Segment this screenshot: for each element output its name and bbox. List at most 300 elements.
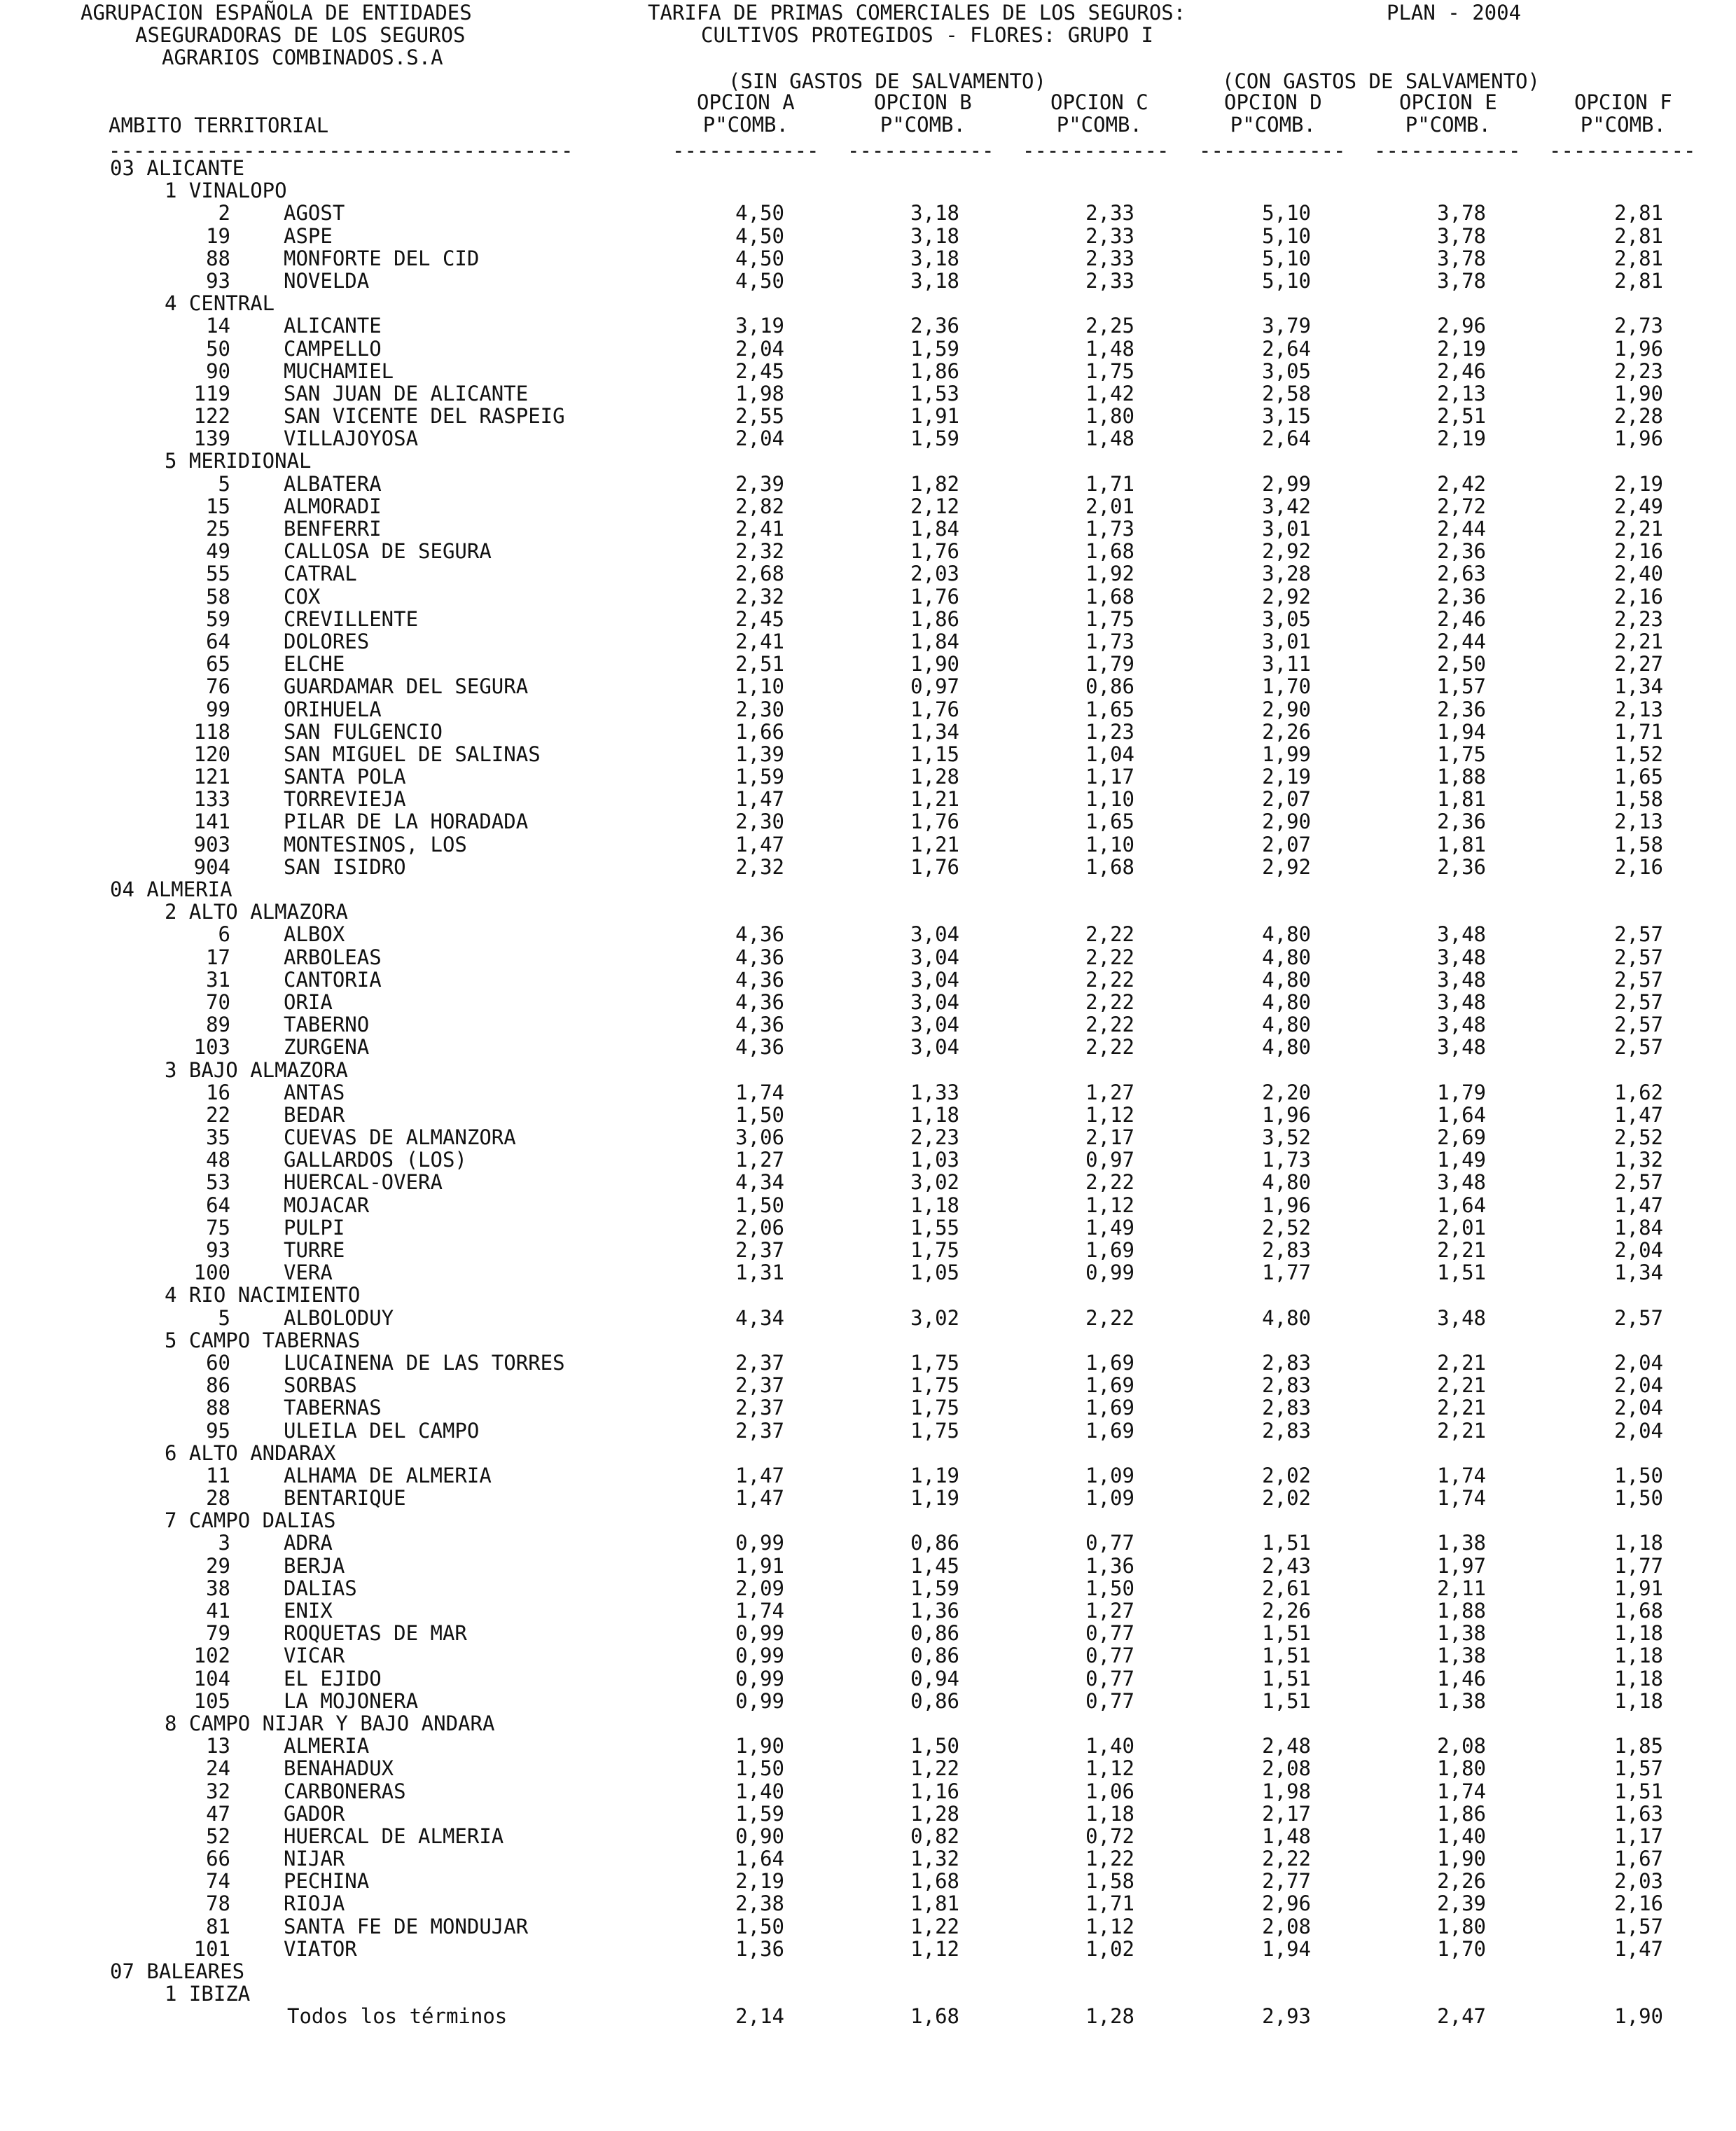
municipality-code: 101 xyxy=(193,1936,230,1961)
municipality-code: 103 xyxy=(193,1035,230,1060)
municipality-name: MONFORTE DEL CID xyxy=(284,246,480,270)
premium-value: 4,50 xyxy=(735,201,784,225)
premium-value: 0,99 xyxy=(735,1644,784,1668)
table-row xyxy=(0,1847,1736,1870)
premium-value: 3,52 xyxy=(1262,1125,1311,1150)
premium-value: 1,74 xyxy=(1437,1779,1486,1803)
comarca-label: 4 CENTRAL xyxy=(165,291,275,316)
premium-value: 1,47 xyxy=(1614,1102,1663,1127)
premium-value: 2,61 xyxy=(1262,1576,1311,1600)
municipality-name: MUCHAMIEL xyxy=(284,359,394,383)
premium-value: 1,10 xyxy=(735,674,784,699)
premium-value: 2,07 xyxy=(1262,787,1311,812)
table-row xyxy=(0,495,1736,518)
premium-value: 2,33 xyxy=(1085,246,1134,270)
premium-value: 2,22 xyxy=(1085,1170,1134,1195)
municipality-name: CAMPELLO xyxy=(284,336,382,361)
premium-value: 2,17 xyxy=(1085,1125,1134,1150)
premium-value: 1,05 xyxy=(910,1261,959,1285)
premium-value: 1,75 xyxy=(910,1373,959,1398)
premium-value: 1,70 xyxy=(1437,1936,1486,1961)
premium-value: 3,05 xyxy=(1262,606,1311,631)
premium-value: 3,04 xyxy=(910,945,959,969)
premium-value: 1,10 xyxy=(1085,787,1134,812)
table-row xyxy=(0,608,1736,630)
municipality-name: GALLARDOS (LOS) xyxy=(284,1148,467,1172)
premium-value: 4,80 xyxy=(1262,990,1311,1014)
premium-value: 1,55 xyxy=(910,1215,959,1240)
premium-value: 1,51 xyxy=(1262,1644,1311,1668)
premium-value: 1,17 xyxy=(1085,765,1134,789)
premium-value: 1,40 xyxy=(1085,1734,1134,1758)
municipality-code: 50 xyxy=(206,336,230,361)
premium-value: 4,80 xyxy=(1262,922,1311,947)
municipality-code: 95 xyxy=(206,1418,230,1443)
table-row xyxy=(0,923,1736,945)
premium-value: 2,57 xyxy=(1614,990,1663,1014)
premium-value: 2,04 xyxy=(735,426,784,451)
premium-value: 2,64 xyxy=(1262,336,1311,361)
municipality-name: CARBONERAS xyxy=(284,1779,406,1803)
premium-value: 1,77 xyxy=(1614,1553,1663,1578)
premium-value: 4,36 xyxy=(735,967,784,992)
municipality-name: PILAR DE LA HORADADA xyxy=(284,810,529,834)
premium-value: 1,80 xyxy=(1437,1756,1486,1781)
municipality-code: 48 xyxy=(206,1148,230,1172)
premium-value: 1,28 xyxy=(1085,2004,1134,2029)
premium-value: 2,13 xyxy=(1614,697,1663,721)
table-row xyxy=(0,1644,1736,1667)
comarca-row xyxy=(0,450,1736,472)
table-row xyxy=(0,810,1736,833)
premium-value: 1,88 xyxy=(1437,1599,1486,1623)
premium-value: 1,96 xyxy=(1614,426,1663,451)
premium-value: 4,36 xyxy=(735,1013,784,1037)
premium-value: 0,99 xyxy=(735,1688,784,1713)
premium-value: 2,44 xyxy=(1437,517,1486,541)
table-row xyxy=(0,653,1736,675)
premium-value: 2,03 xyxy=(1614,1869,1663,1894)
municipality-code: 31 xyxy=(206,967,230,992)
premium-value: 1,91 xyxy=(735,1553,784,1578)
premium-value: 1,96 xyxy=(1262,1102,1311,1127)
premium-value: 1,69 xyxy=(1085,1350,1134,1375)
divider: ------------ xyxy=(1199,139,1346,162)
premium-value: 2,83 xyxy=(1262,1373,1311,1398)
premium-value: 2,26 xyxy=(1437,1869,1486,1894)
premium-value: 1,40 xyxy=(1437,1824,1486,1848)
municipality-name: BEDAR xyxy=(284,1102,345,1127)
premium-value: 2,02 xyxy=(1262,1463,1311,1487)
premium-value: 1,77 xyxy=(1262,1261,1311,1285)
premium-value: 3,18 xyxy=(910,268,959,293)
table-row xyxy=(0,1261,1736,1284)
table-row xyxy=(0,1892,1736,1915)
premium-value: 2,58 xyxy=(1262,381,1311,405)
municipality-code: 24 xyxy=(206,1756,230,1781)
municipality-code: 104 xyxy=(193,1666,230,1691)
premium-value: 1,38 xyxy=(1437,1688,1486,1713)
premium-value: 1,51 xyxy=(1262,1688,1311,1713)
table-row xyxy=(0,382,1736,405)
premium-value: 1,74 xyxy=(735,1599,784,1623)
comarca-row xyxy=(0,1509,1736,1532)
municipality-name: CUEVAS DE ALMANZORA xyxy=(284,1125,516,1150)
premium-value: 1,18 xyxy=(1085,1801,1134,1826)
premium-value: 2,37 xyxy=(735,1373,784,1398)
premium-value: 2,83 xyxy=(1262,1396,1311,1420)
table-row xyxy=(0,1374,1736,1396)
group-con-gastos: (CON GASTOS DE SALVAMENTO) xyxy=(1222,69,1540,93)
premium-value: 4,80 xyxy=(1262,945,1311,969)
premium-value: 2,36 xyxy=(1437,854,1486,879)
table-row xyxy=(0,946,1736,969)
comarca-label: 1 VINALOPO xyxy=(165,179,287,203)
premium-value: 1,79 xyxy=(1085,652,1134,676)
premium-value: 2,08 xyxy=(1437,1734,1486,1758)
premium-value: 2,32 xyxy=(735,584,784,609)
premium-value: 2,49 xyxy=(1614,494,1663,518)
premium-value: 2,50 xyxy=(1437,652,1486,676)
premium-value: 1,68 xyxy=(1085,539,1134,564)
premium-value: 1,38 xyxy=(1437,1531,1486,1555)
premium-value: 1,12 xyxy=(1085,1102,1134,1127)
table-row xyxy=(0,991,1736,1013)
premium-value: 2,19 xyxy=(1437,426,1486,451)
table-row xyxy=(0,765,1736,788)
premium-value: 2,07 xyxy=(1262,832,1311,856)
province-label: 03 ALICANTE xyxy=(110,156,245,180)
premium-value: 0,82 xyxy=(910,1824,959,1848)
municipality-code: 93 xyxy=(206,268,230,293)
premium-value: 1,15 xyxy=(910,742,959,766)
comarca-label: 3 BAJO ALMAZORA xyxy=(165,1057,348,1082)
municipality-name: NOVELDA xyxy=(284,268,370,293)
premium-value: 2,82 xyxy=(735,494,784,518)
municipality-code: 41 xyxy=(206,1599,230,1623)
premium-value: 1,69 xyxy=(1085,1238,1134,1262)
premium-value: 2,40 xyxy=(1614,562,1663,586)
premium-value: 1,48 xyxy=(1085,336,1134,361)
municipality-name: CATRAL xyxy=(284,562,357,586)
municipality-code: 55 xyxy=(206,562,230,586)
province-row xyxy=(0,878,1736,901)
premium-value: 1,80 xyxy=(1085,404,1134,429)
premium-value: 2,28 xyxy=(1614,404,1663,429)
municipality-name: ENIX xyxy=(284,1599,333,1623)
premium-value: 3,78 xyxy=(1437,201,1486,225)
premium-value: 1,80 xyxy=(1437,1914,1486,1938)
premium-value: 1,33 xyxy=(910,1080,959,1104)
premium-value: 0,77 xyxy=(1085,1688,1134,1713)
municipality-name: ALICANTE xyxy=(284,314,382,338)
premium-value: 2,21 xyxy=(1437,1396,1486,1420)
premium-value: 1,75 xyxy=(910,1238,959,1262)
municipality-code: 52 xyxy=(206,1824,230,1848)
premium-value: 1,65 xyxy=(1614,765,1663,789)
premium-value: 4,36 xyxy=(735,990,784,1014)
table-row xyxy=(0,338,1736,360)
column-header-a: OPCION A P"COMB. xyxy=(697,90,795,137)
table-row xyxy=(0,247,1736,270)
premium-value: 1,69 xyxy=(1085,1396,1134,1420)
premium-value: 0,97 xyxy=(910,674,959,699)
premium-value: 1,12 xyxy=(910,1936,959,1961)
table-row xyxy=(0,1464,1736,1487)
municipality-name: MONTESINOS, LOS xyxy=(284,832,467,856)
table-row xyxy=(0,314,1736,337)
table-row xyxy=(0,562,1736,585)
municipality-name: BENAHADUX xyxy=(284,1756,394,1781)
premium-value: 3,79 xyxy=(1262,314,1311,338)
premium-value: 2,81 xyxy=(1614,268,1663,293)
divider: ------------ xyxy=(1374,139,1521,162)
premium-value: 1,64 xyxy=(1437,1102,1486,1127)
premium-value: 1,84 xyxy=(910,517,959,541)
municipality-code: 90 xyxy=(206,359,230,383)
premium-value: 2,81 xyxy=(1614,246,1663,270)
premium-value: 1,18 xyxy=(910,1102,959,1127)
premium-value: 1,76 xyxy=(910,584,959,609)
table-row xyxy=(0,1419,1736,1442)
table-row xyxy=(0,1735,1736,1757)
table-row xyxy=(0,1352,1736,1374)
premium-value: 1,90 xyxy=(735,1734,784,1758)
premium-value: 2,22 xyxy=(1085,1035,1134,1060)
premium-value: 1,75 xyxy=(910,1418,959,1443)
premium-value: 1,36 xyxy=(1085,1553,1134,1578)
premium-value: 1,34 xyxy=(910,719,959,744)
premium-value: 1,57 xyxy=(1614,1914,1663,1938)
municipality-name: TABERNO xyxy=(284,1013,370,1037)
premium-value: 0,77 xyxy=(1085,1621,1134,1646)
municipality-name: VICAR xyxy=(284,1644,345,1668)
premium-value: 4,80 xyxy=(1262,1013,1311,1037)
municipality-name: COX xyxy=(284,584,321,609)
premium-value: 1,79 xyxy=(1437,1080,1486,1104)
premium-value: 1,62 xyxy=(1614,1080,1663,1104)
premium-value: 1,40 xyxy=(735,1779,784,1803)
table-row xyxy=(0,675,1736,697)
table-row xyxy=(0,427,1736,450)
province-label: 04 ALMERIA xyxy=(110,877,232,901)
table-row xyxy=(0,743,1736,765)
premium-value: 1,74 xyxy=(1437,1486,1486,1511)
table-row xyxy=(0,1757,1736,1779)
premium-value: 1,73 xyxy=(1085,629,1134,653)
premium-value: 1,22 xyxy=(1085,1847,1134,1871)
table-row xyxy=(0,721,1736,743)
municipality-name: BERJA xyxy=(284,1553,345,1578)
premium-value: 2,04 xyxy=(735,336,784,361)
premium-value: 2,51 xyxy=(1437,404,1486,429)
comarca-row xyxy=(0,1059,1736,1081)
premium-value: 1,32 xyxy=(910,1847,959,1871)
premium-value: 1,66 xyxy=(735,719,784,744)
premium-value: 2,81 xyxy=(1614,223,1663,248)
premium-value: 2,46 xyxy=(1437,606,1486,631)
premium-value: 1,59 xyxy=(735,765,784,789)
premium-value: 4,80 xyxy=(1262,1305,1311,1330)
municipality-name: DALIAS xyxy=(284,1576,357,1600)
province-row xyxy=(0,157,1736,179)
premium-value: 2,21 xyxy=(1437,1350,1486,1375)
premium-value: 1,18 xyxy=(1614,1531,1663,1555)
premium-value: 1,57 xyxy=(1614,1756,1663,1781)
municipality-code: 118 xyxy=(193,719,230,744)
municipality-code: 5 xyxy=(218,1305,230,1330)
document-title: TARIFA DE PRIMAS COMERCIALES DE LOS SEGUROS: CULTIVOS PROTEGIDOS - FLORES: GRUPO I xyxy=(648,1,1186,47)
premium-value: 1,28 xyxy=(910,765,959,789)
municipality-name: GUARDAMAR DEL SEGURA xyxy=(284,674,529,699)
table-row xyxy=(0,1487,1736,1509)
table-row xyxy=(0,1599,1736,1622)
premium-value: 2,83 xyxy=(1262,1238,1311,1262)
premium-value: 1,48 xyxy=(1085,426,1134,451)
premium-value: 2,13 xyxy=(1437,381,1486,405)
premium-value: 4,34 xyxy=(735,1170,784,1195)
municipality-name: HUERCAL-OVERA xyxy=(284,1170,443,1195)
premium-value: 1,84 xyxy=(910,629,959,653)
premium-value: 1,36 xyxy=(910,1599,959,1623)
premium-value: 2,04 xyxy=(1614,1350,1663,1375)
municipality-code: 17 xyxy=(206,945,230,969)
premium-value: 1,21 xyxy=(910,832,959,856)
premium-value: 1,86 xyxy=(910,359,959,383)
premium-value: 2,41 xyxy=(735,629,784,653)
premium-value: 1,75 xyxy=(1437,742,1486,766)
premium-value: 2,19 xyxy=(1262,765,1311,789)
premium-value: 1,49 xyxy=(1085,1215,1134,1240)
premium-value: 2,22 xyxy=(1262,1847,1311,1871)
municipality-code: 25 xyxy=(206,517,230,541)
premium-value: 2,17 xyxy=(1262,1801,1311,1826)
premium-value: 2,57 xyxy=(1614,1035,1663,1060)
premium-value: 2,51 xyxy=(735,652,784,676)
municipality-code: 66 xyxy=(206,1847,230,1871)
premium-value: 1,28 xyxy=(910,1801,959,1826)
municipality-name: BENTARIQUE xyxy=(284,1486,406,1511)
municipality-code: 5 xyxy=(218,471,230,496)
municipality-name: ASPE xyxy=(284,223,333,248)
premium-value: 2,22 xyxy=(1085,1305,1134,1330)
premium-value: 1,50 xyxy=(735,1914,784,1938)
premium-value: 1,57 xyxy=(1437,674,1486,699)
comarca-label: 8 CAMPO NIJAR Y BAJO ANDARA xyxy=(165,1711,495,1735)
comarca-row xyxy=(0,179,1736,202)
comarca-label: 6 ALTO ANDARAX xyxy=(165,1441,336,1465)
premium-value: 1,76 xyxy=(910,697,959,721)
premium-value: 3,78 xyxy=(1437,223,1486,248)
premium-value: 2,19 xyxy=(1614,471,1663,496)
premium-value: 1,47 xyxy=(1614,1193,1663,1217)
comarca-row xyxy=(0,1442,1736,1464)
premium-value: 1,64 xyxy=(1437,1193,1486,1217)
premium-value: 1,69 xyxy=(1085,1373,1134,1398)
premium-value: 1,75 xyxy=(1085,606,1134,631)
municipality-code: 88 xyxy=(206,1396,230,1420)
premium-value: 2,45 xyxy=(735,359,784,383)
table-row xyxy=(0,1532,1736,1554)
premium-value: 2,57 xyxy=(1614,1305,1663,1330)
municipality-code: 105 xyxy=(193,1688,230,1713)
premium-value: 1,76 xyxy=(910,854,959,879)
municipality-name: ALBATERA xyxy=(284,471,382,496)
premium-value: 3,48 xyxy=(1437,1170,1486,1195)
premium-value: 2,36 xyxy=(1437,539,1486,564)
premium-value: 1,27 xyxy=(735,1148,784,1172)
premium-value: 2,22 xyxy=(1085,922,1134,947)
premium-value: 4,50 xyxy=(735,246,784,270)
premium-value: 2,90 xyxy=(1262,810,1311,834)
premium-value: 2,23 xyxy=(1614,359,1663,383)
premium-value: 1,58 xyxy=(1614,832,1663,856)
premium-value: 2,01 xyxy=(1085,494,1134,518)
premium-value: 2,13 xyxy=(1614,810,1663,834)
premium-value: 4,50 xyxy=(735,223,784,248)
premium-value: 2,04 xyxy=(1614,1418,1663,1443)
premium-value: 1,94 xyxy=(1262,1936,1311,1961)
premium-value: 1,75 xyxy=(910,1350,959,1375)
premium-value: 1,51 xyxy=(1262,1666,1311,1691)
organization-name: AGRUPACION ESPAÑOLA DE ENTIDADES ASEGURADORAS DE LOS SEGUROS AGRARIOS COMBINADOS.S.A xyxy=(81,1,472,69)
table-row xyxy=(0,969,1736,991)
municipality-code: 93 xyxy=(206,1238,230,1262)
premium-value: 4,50 xyxy=(735,268,784,293)
table-row xyxy=(0,518,1736,540)
column-header-b: OPCION B P"COMB. xyxy=(874,90,972,137)
premium-value: 2,96 xyxy=(1262,1891,1311,1916)
premium-value: 2,20 xyxy=(1262,1080,1311,1104)
premium-value: 1,51 xyxy=(1614,1779,1663,1803)
premium-value: 2,41 xyxy=(735,517,784,541)
premium-value: 2,93 xyxy=(1262,2004,1311,2029)
premium-value: 2,16 xyxy=(1614,854,1663,879)
premium-value: 1,76 xyxy=(910,539,959,564)
municipality-name: ALBOX xyxy=(284,922,345,947)
premium-value: 3,18 xyxy=(910,201,959,225)
premium-value: 2,52 xyxy=(1262,1215,1311,1240)
premium-value: 1,84 xyxy=(1614,1215,1663,1240)
premium-value: 1,47 xyxy=(1614,1936,1663,1961)
premium-value: 1,90 xyxy=(1614,381,1663,405)
premium-value: 1,65 xyxy=(1085,810,1134,834)
premium-value: 3,04 xyxy=(910,990,959,1014)
premium-value: 3,06 xyxy=(735,1125,784,1150)
municipality-name: CANTORIA xyxy=(284,967,382,992)
divider: ------------ xyxy=(847,139,994,162)
comarca-label: 5 CAMPO TABERNAS xyxy=(165,1328,361,1352)
premium-value: 2,21 xyxy=(1437,1418,1486,1443)
table-row xyxy=(0,833,1736,856)
municipality-name: PULPI xyxy=(284,1215,345,1240)
premium-value: 3,15 xyxy=(1262,404,1311,429)
municipality-code: 22 xyxy=(206,1102,230,1127)
municipality-name: TABERNAS xyxy=(284,1396,382,1420)
municipality-code: 100 xyxy=(193,1261,230,1285)
premium-value: 2,11 xyxy=(1437,1576,1486,1600)
premium-value: 2,06 xyxy=(735,1215,784,1240)
premium-value: 2,04 xyxy=(1614,1238,1663,1262)
premium-value: 1,81 xyxy=(910,1891,959,1916)
premium-value: 1,23 xyxy=(1085,719,1134,744)
table-row xyxy=(0,540,1736,562)
premium-value: 0,99 xyxy=(735,1531,784,1555)
premium-value: 2,36 xyxy=(910,314,959,338)
municipality-name: ARBOLEAS xyxy=(284,945,382,969)
premium-value: 3,48 xyxy=(1437,1013,1486,1037)
premium-value: 1,90 xyxy=(1614,2004,1663,2029)
